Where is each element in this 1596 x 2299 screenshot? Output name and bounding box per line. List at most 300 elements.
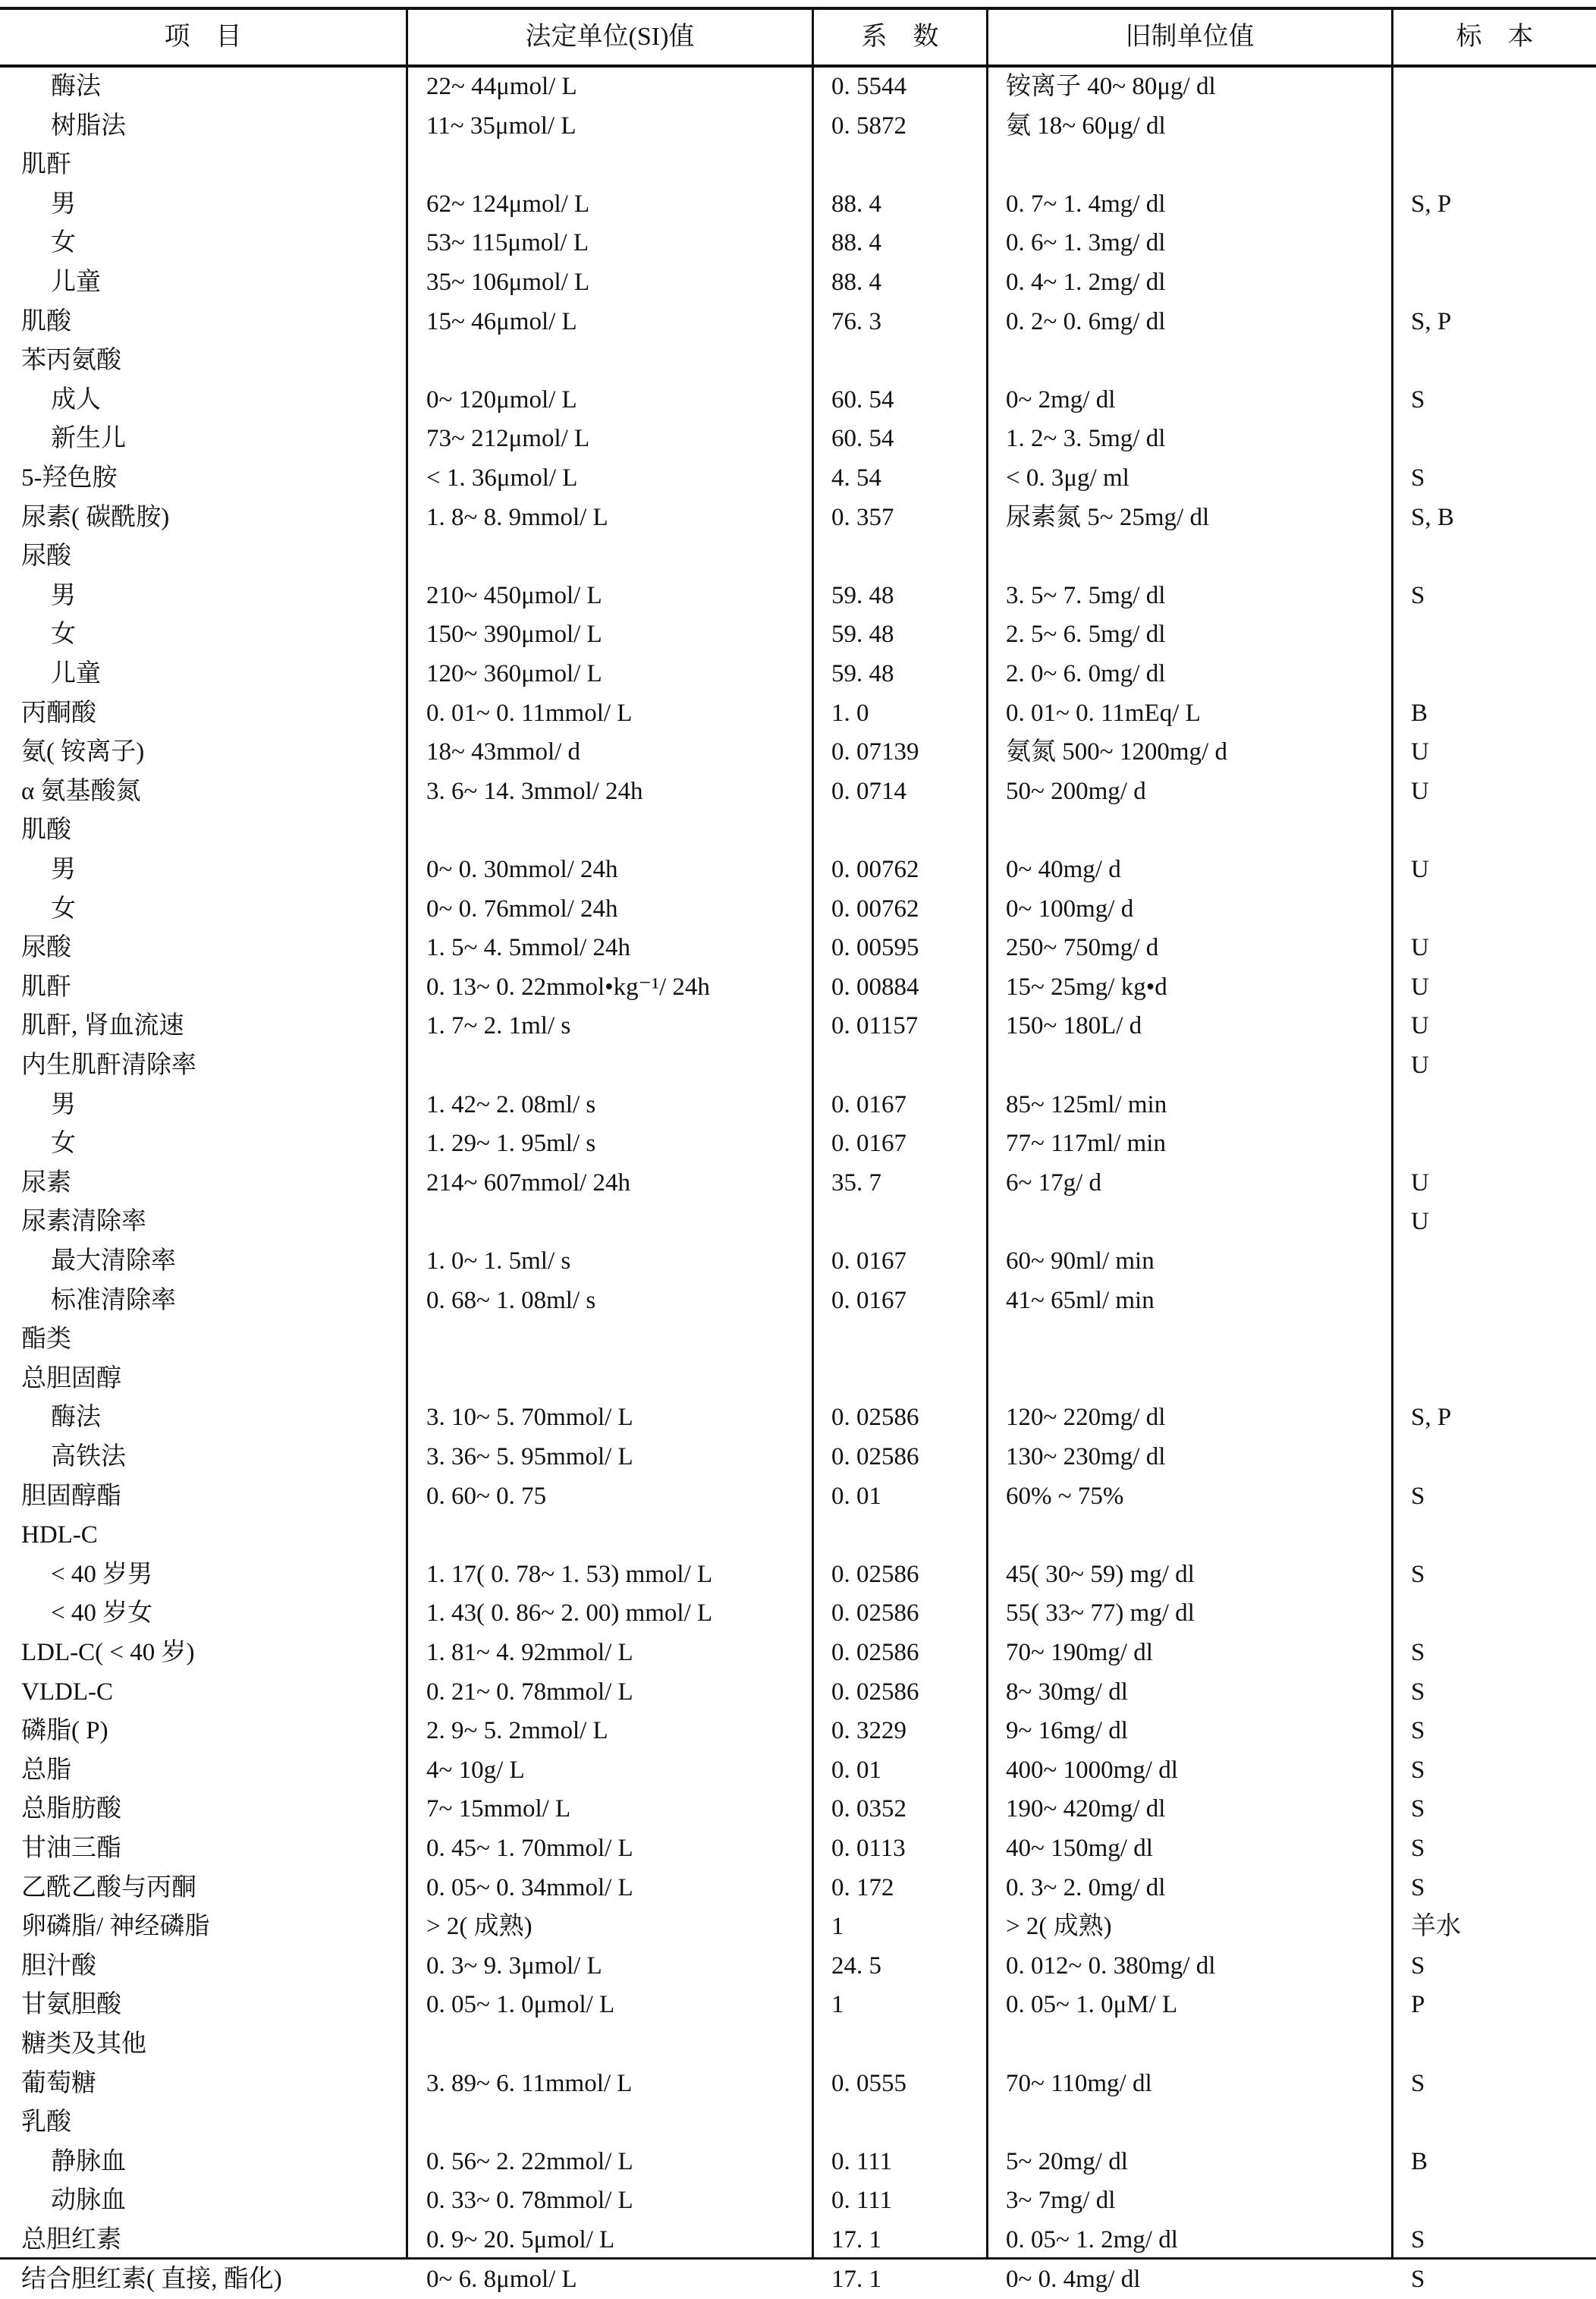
row-item: 卵磷脂/ 神经磷脂 [21,1913,210,1941]
table-row [0,1829,1596,1869]
row-si-value [426,1320,806,1360]
table-row [0,2181,1596,2221]
row-old-value: 40~ 150mg/ dl [1006,1835,1153,1862]
row-si-value: 15~ 46μmol/ L [426,307,577,335]
row-item: 苯丙氨酸 [21,347,121,375]
row-specimen [1411,811,1593,851]
row-si-value: 210~ 450μmol/ L [426,581,602,609]
row-specimen: S [1411,385,1425,414]
row-si-value: 1. 7~ 2. 1ml/ s [426,1012,571,1040]
row-old-value: > 2( 成熟) [1006,1913,1112,1941]
row-old-value: 85~ 125ml/ min [1006,1090,1167,1118]
row-item: 女 [51,895,76,923]
row-old-value [1006,537,1385,577]
row-factor: 0. 00884 [831,973,919,1001]
row-factor: 0. 3229 [831,1717,906,1745]
row-factor: 0. 00762 [831,895,919,923]
row-factor: 88. 4 [831,190,881,218]
row-factor: 0. 0352 [831,1795,906,1823]
row-si-value: 3. 89~ 6. 11mmol/ L [426,2069,633,2097]
table-row [0,1947,1596,1986]
row-old-value: 0. 05~ 1. 2mg/ dl [1006,2226,1178,2253]
table-row [0,341,1596,381]
table-row [0,1007,1596,1046]
row-item: 男 [51,1090,76,1118]
table-row [0,2143,1596,2182]
table-row [0,1869,1596,1908]
row-item: HDL-C [21,1521,98,1549]
row-factor: 59. 48 [831,621,894,649]
row-item: 酶法 [51,1404,101,1432]
row-item: < 40 岁女 [51,1599,153,1628]
row-old-value: 70~ 110mg/ dl [1006,2069,1152,2097]
row-si-value: < 1. 36μmol/ L [426,464,578,492]
table-row [0,1477,1596,1517]
table-row [0,1203,1596,1242]
table-row [0,1555,1596,1595]
row-factor: 1. 0 [831,699,869,727]
row-factor: 1 [831,1991,844,2019]
row-item: 儿童 [51,269,101,296]
table-row [0,1164,1596,1203]
row-factor: 88. 4 [831,269,881,296]
row-item: 丙酮酸 [21,699,96,727]
table-row [0,772,1596,812]
row-old-value: 氨 18~ 60μg/ dl [1006,112,1166,140]
row-specimen: U [1411,777,1429,805]
row-factor: 35. 7 [831,1168,881,1197]
row-factor: 0. 02586 [831,1560,919,1588]
row-specimen: U [1411,1208,1429,1236]
row-specimen: S [1411,1951,1425,1980]
row-factor: 0. 01 [831,1482,881,1510]
row-item: 最大清除率 [51,1247,176,1275]
row-old-value: 0~ 100mg/ d [1006,895,1134,923]
row-si-value: 0~ 0. 76mmol/ 24h [426,895,618,923]
row-specimen [1411,341,1593,381]
row-si-value: 0~ 120μmol/ L [426,385,577,414]
row-specimen [1411,1320,1593,1360]
row-old-value [1006,2025,1385,2065]
row-item: 糖类及其他 [21,2030,146,2058]
table-row [0,1124,1596,1164]
table-row [0,1282,1596,1321]
row-old-value [1006,341,1385,381]
row-si-value [426,2103,806,2143]
row-si-value [426,1360,806,1399]
row-si-value: 1. 8~ 8. 9mmol/ L [426,503,608,531]
row-factor: 1 [831,1913,844,1941]
row-factor [831,1320,983,1360]
row-si-value [426,1203,806,1242]
row-si-value: 0. 33~ 0. 78mmol/ L [426,2187,633,2215]
table-row [0,655,1596,694]
row-factor: 0. 01 [831,1756,881,1784]
row-specimen: S [1411,464,1425,492]
row-specimen: S [1411,1482,1425,1510]
row-old-value: 15~ 25mg/ kg•d [1006,973,1167,1001]
row-old-value: 150~ 180L/ d [1006,1012,1142,1040]
table-header [0,10,1596,64]
table-row [0,1086,1596,1125]
row-specimen [1411,1438,1593,1477]
row-old-value: 120~ 220mg/ dl [1006,1404,1166,1432]
row-specimen [1411,2103,1593,2143]
row-old-value: 1. 2~ 3. 5mg/ dl [1006,425,1166,453]
row-factor: 0. 01157 [831,1012,919,1040]
row-specimen: S [1411,2226,1425,2253]
row-si-value [426,537,806,577]
header-si-value: 法定单位(SI)值 [525,23,695,51]
row-si-value: 62~ 124μmol/ L [426,190,590,218]
row-specimen: U [1411,973,1429,1001]
row-specimen: S, P [1411,307,1452,335]
row-old-value: 0~ 0. 4mg/ dl [1006,2265,1141,2293]
row-si-value: 3. 36~ 5. 95mmol/ L [426,1443,633,1470]
row-specimen [1411,655,1593,694]
row-specimen: U [1411,1012,1429,1040]
row-factor: 0. 00595 [831,934,919,962]
row-factor: 0. 172 [831,1873,894,1901]
row-si-value: 150~ 390μmol/ L [426,621,602,649]
row-item: 尿素 [21,1168,71,1197]
row-item: 尿酸 [21,934,71,962]
row-item: 男 [51,581,76,609]
row-old-value: 6~ 17g/ d [1006,1168,1102,1197]
row-old-value: 77~ 117ml/ min [1006,1130,1166,1158]
row-factor: 0. 111 [831,2147,893,2175]
row-old-value: 0~ 2mg/ dl [1006,385,1116,414]
row-specimen: B [1411,2147,1428,2175]
row-item: α 氨基酸氮 [21,777,141,805]
row-item: 树脂法 [51,112,126,140]
row-si-value: 0. 01~ 0. 11mmol/ L [426,699,633,727]
row-specimen: S, P [1411,1404,1452,1432]
row-item: 新生儿 [51,425,126,453]
row-factor: 0. 02586 [831,1639,919,1666]
row-si-value: 0. 3~ 9. 3μmol/ L [426,1951,602,1980]
row-specimen: 羊水 [1411,1913,1461,1941]
row-specimen: S [1411,2069,1425,2097]
row-old-value: 60% ~ 75% [1006,1482,1124,1510]
row-factor [831,1360,983,1399]
row-si-value [426,146,806,185]
table-row [0,1790,1596,1829]
row-factor [831,1203,983,1242]
row-si-value: 3. 10~ 5. 70mmol/ L [426,1404,633,1432]
row-specimen [1411,263,1593,303]
row-specimen [1411,615,1593,655]
row-si-value [426,341,806,381]
table-row [0,146,1596,185]
row-si-value: 0. 05~ 0. 34mmol/ L [426,1873,633,1901]
row-si-value: 1. 0~ 1. 5ml/ s [426,1247,571,1275]
row-specimen: S [1411,1639,1425,1666]
row-si-value: 0. 05~ 1. 0μmol/ L [426,1991,615,2019]
table-row [0,420,1596,459]
row-si-value: 18~ 43mmol/ d [426,738,581,766]
row-item: 女 [51,621,76,649]
table-row [0,1398,1596,1438]
row-item: 总胆红素 [21,2226,121,2253]
row-old-value: 尿素氮 5~ 25mg/ dl [1006,503,1210,531]
header-factor: 系 数 [861,23,939,51]
row-item: 磷脂( P) [21,1717,108,1745]
row-item: 肌酐, 肾血流速 [21,1012,184,1040]
table-row [0,615,1596,655]
row-item: 肌酸 [21,307,71,335]
row-factor: 0. 0113 [831,1835,906,1862]
row-old-value: 41~ 65ml/ min [1006,1286,1155,1314]
row-factor: 0. 02586 [831,1678,919,1706]
row-old-value: 0. 05~ 1. 0μM/ L [1006,1991,1178,2019]
row-si-value [426,1516,806,1555]
table-row [0,1516,1596,1555]
row-item: 酯类 [21,1326,71,1354]
row-old-value [1006,811,1385,851]
row-item: 男 [51,856,76,883]
row-specimen: S [1411,1678,1425,1706]
row-si-value [426,811,806,851]
row-si-value: 53~ 115μmol/ L [426,229,589,257]
row-item: 酶法 [51,73,101,100]
row-specimen [1411,1242,1593,1282]
row-specimen [1411,420,1593,459]
row-si-value: 120~ 360μmol/ L [426,660,602,687]
row-si-value: 0. 56~ 2. 22mmol/ L [426,2147,633,2175]
table-row [0,185,1596,225]
row-item: 尿酸 [21,543,71,571]
table-row [0,929,1596,968]
row-old-value: 3~ 7mg/ dl [1006,2187,1116,2215]
row-specimen [1411,146,1593,185]
table-row [0,498,1596,538]
header-specimen: 标 本 [1456,23,1534,51]
table-row [0,2065,1596,2104]
table-row [0,968,1596,1008]
row-item: 总脂肪酸 [21,1795,121,1823]
row-factor: 17. 1 [831,2265,881,2293]
row-item: VLDL-C [21,1678,113,1706]
table-row [0,459,1596,498]
row-specimen: S, B [1411,503,1454,531]
header-old-value: 旧制单位值 [1125,23,1255,51]
row-si-value: 35~ 106μmol/ L [426,269,590,296]
table-row [0,733,1596,772]
row-factor [831,811,983,851]
row-old-value: 2. 0~ 6. 0mg/ dl [1006,660,1166,687]
row-old-value: 0. 012~ 0. 380mg/ dl [1006,1951,1216,1980]
table-row [0,577,1596,616]
row-factor: 0. 02586 [831,1443,919,1470]
row-factor: 76. 3 [831,307,881,335]
row-si-value: 0. 13~ 0. 22mmol•kg⁻¹/ 24h [426,973,710,1001]
row-item: 肌酸 [21,816,71,844]
row-specimen [1411,1516,1593,1555]
row-si-value: 1. 43( 0. 86~ 2. 00) mmol/ L [426,1599,713,1628]
row-factor: 0. 0555 [831,2069,906,2097]
row-old-value: 0. 01~ 0. 11mEq/ L [1006,699,1201,727]
row-specimen: U [1411,1052,1429,1079]
row-specimen [1411,537,1593,577]
row-item: 尿素清除率 [21,1208,146,1236]
table-row [0,1751,1596,1791]
row-old-value: 130~ 230mg/ dl [1006,1443,1166,1470]
row-item: 动脉血 [51,2187,126,2215]
table-row [0,1712,1596,1751]
row-old-value: < 0. 3μg/ ml [1006,464,1129,492]
table-row [0,1438,1596,1477]
row-si-value: 22~ 44μmol/ L [426,73,577,100]
row-si-value: 0~ 0. 30mmol/ 24h [426,856,618,883]
row-item: 男 [51,190,76,218]
row-factor: 4. 54 [831,464,881,492]
row-old-value: 0. 3~ 2. 0mg/ dl [1006,1873,1166,1901]
row-specimen: U [1411,856,1429,883]
row-si-value: 0. 60~ 0. 75 [426,1482,547,1510]
row-factor: 0. 07139 [831,738,919,766]
row-old-value: 250~ 750mg/ d [1006,934,1159,962]
table-row [0,1634,1596,1673]
row-factor: 17. 1 [831,2226,881,2253]
row-specimen [1411,224,1593,263]
row-factor: 0. 5872 [831,112,906,140]
row-old-value: 70~ 190mg/ dl [1006,1639,1153,1666]
row-si-value: 0. 21~ 0. 78mmol/ L [426,1678,633,1706]
table-row [0,1242,1596,1282]
row-factor: 0. 5544 [831,73,906,100]
row-factor: 0. 0167 [831,1130,906,1158]
row-si-value: 2. 9~ 5. 2mmol/ L [426,1717,608,1745]
row-old-value: 55( 33~ 77) mg/ dl [1006,1599,1195,1628]
row-factor: 60. 54 [831,425,894,453]
row-old-value: 60~ 90ml/ min [1006,1247,1155,1275]
row-old-value [1006,1516,1385,1555]
row-item: 肌酐 [21,151,71,179]
row-old-value: 9~ 16mg/ dl [1006,1717,1128,1745]
row-specimen: U [1411,738,1429,766]
row-item: 尿素( 碳酰胺) [21,503,170,531]
header-item: 项 目 [164,23,242,51]
row-old-value: 45( 30~ 59) mg/ dl [1006,1560,1195,1588]
table-row [0,68,1596,107]
row-old-value [1006,1360,1385,1399]
row-si-value: 214~ 607mmol/ 24h [426,1168,631,1197]
table-row [0,1986,1596,2025]
row-si-value: 0~ 6. 8μmol/ L [426,2265,577,2293]
row-factor: 0. 0167 [831,1090,906,1118]
row-specimen [1411,1086,1593,1125]
row-item: 高铁法 [51,1443,126,1470]
table-row [0,537,1596,577]
row-old-value [1006,1320,1385,1360]
table-row [0,224,1596,263]
row-specimen [1411,68,1593,107]
row-old-value: 氨氮 500~ 1200mg/ d [1006,738,1227,766]
row-specimen: S [1411,1560,1425,1588]
row-old-value: 190~ 420mg/ dl [1006,1795,1166,1823]
row-old-value: 0. 2~ 0. 6mg/ dl [1006,307,1166,335]
row-factor [831,2025,983,2065]
row-specimen: S [1411,1795,1425,1823]
table-row [0,1907,1596,1947]
row-item: 女 [51,1130,76,1158]
row-si-value: 1. 29~ 1. 95ml/ s [426,1130,596,1158]
row-specimen [1411,2025,1593,2065]
row-factor: 59. 48 [831,660,894,687]
table-row [0,2103,1596,2143]
row-factor: 0. 02586 [831,1404,919,1432]
row-specimen [1411,2181,1593,2221]
row-si-value: 1. 5~ 4. 5mmol/ 24h [426,934,631,962]
row-factor: 0. 00762 [831,856,919,883]
row-item: 胆汁酸 [21,1951,96,1980]
table-row [0,1046,1596,1086]
row-item: 标准清除率 [51,1286,176,1314]
row-factor: 0. 0167 [831,1247,906,1275]
row-specimen: U [1411,1168,1429,1197]
table-row [0,1594,1596,1634]
row-si-value: 1. 42~ 2. 08ml/ s [426,1090,596,1118]
row-si-value: 1. 17( 0. 78~ 1. 53) mmol/ L [426,1560,713,1588]
table-row [0,851,1596,890]
row-factor [831,146,983,185]
row-factor [831,2103,983,2143]
row-old-value [1006,1046,1385,1086]
table-row [0,2221,1596,2260]
row-si-value [426,1046,806,1086]
row-old-value [1006,146,1385,185]
row-item: 内生肌酐清除率 [21,1052,196,1079]
row-item: 静脉血 [51,2147,126,2175]
row-item: 甘氨胆酸 [21,1991,121,2019]
table-row [0,1360,1596,1399]
table-row [0,1320,1596,1360]
row-old-value: 0. 4~ 1. 2mg/ dl [1006,269,1166,296]
table-row [0,303,1596,342]
table-row [0,263,1596,303]
row-si-value: > 2( 成熟) [426,1913,533,1941]
row-item: 女 [51,229,76,257]
row-si-value: 0. 45~ 1. 70mmol/ L [426,1835,633,1862]
row-item: 甘油三酯 [21,1835,121,1862]
row-specimen [1411,890,1593,929]
row-item: 儿童 [51,660,101,687]
row-factor: 88. 4 [831,229,881,257]
row-item: LDL-C( < 40 岁) [21,1639,195,1666]
row-factor: 0. 357 [831,503,894,531]
row-factor [831,1516,983,1555]
row-specimen [1411,1594,1593,1634]
row-specimen [1411,1282,1593,1321]
row-old-value: 8~ 30mg/ dl [1006,1678,1128,1706]
row-factor: 59. 48 [831,581,894,609]
row-specimen: B [1411,699,1428,727]
row-si-value: 1. 81~ 4. 92mmol/ L [426,1639,633,1666]
row-old-value: 0. 6~ 1. 3mg/ dl [1006,229,1166,257]
table-row [0,694,1596,734]
row-old-value [1006,2103,1385,2143]
row-old-value [1006,1203,1385,1242]
row-si-value: 0. 9~ 20. 5μmol/ L [426,2226,615,2253]
table-row [0,811,1596,851]
row-factor: 0. 111 [831,2187,893,2215]
table-row [0,381,1596,420]
table-row [0,107,1596,146]
row-item: 氨( 铵离子) [21,738,145,766]
row-old-value: 50~ 200mg/ d [1006,777,1146,805]
row-specimen: S [1411,1717,1425,1745]
